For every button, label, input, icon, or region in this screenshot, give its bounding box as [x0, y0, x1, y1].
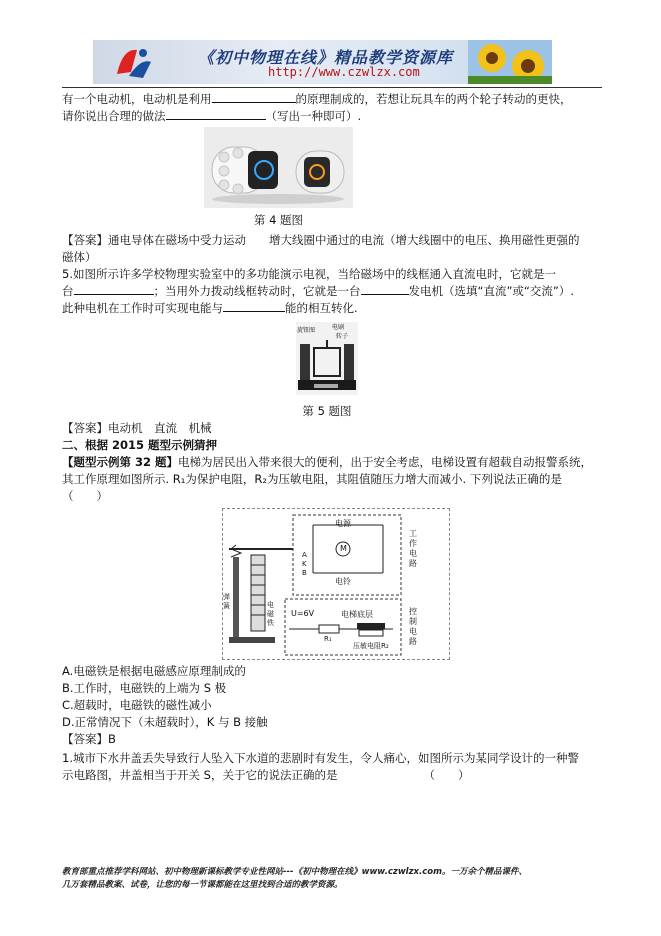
motor-demo-figure — [296, 322, 358, 395]
circuit-label-magnet: 电磁铁 — [267, 601, 274, 627]
circuit-label-r1: R₁ — [324, 635, 332, 643]
q5-answer: 【答案】电动机 直流 机械 — [62, 421, 212, 435]
q4-line-2: 请你说出合理的做法 （写出一种即可）. — [62, 109, 362, 123]
q1-line-2: 示电路图，井盖相当于开关 S，关于它的说法正确的是 （ ） — [62, 768, 470, 782]
circuit-label-work: 工作电路 — [409, 529, 417, 568]
q5-figure-caption: 第 5 题图 — [302, 404, 352, 418]
q5-line-1: 5.如图所示许多学校物理实验室中的多功能演示电视，当给磁场中的线框通入直流电时，它就是一 — [62, 267, 556, 281]
header-banner — [93, 40, 552, 84]
circuit-label-power: 电源 — [335, 519, 351, 528]
q5-blank-1[interactable] — [74, 283, 154, 295]
footer-line-2: 几万套精品教案、试卷，让您的每一节课都能在这里找到合适的教学资源。 — [62, 880, 343, 890]
circuit-label-bell: 电铃 — [335, 577, 351, 586]
q5-line-2: 台 ；当用外力拨动线框转动时，它就是一台 发电机（选填“直流”或“交流”）. — [62, 284, 574, 298]
q4-line-1: 有一个电动机，电动机是利用 的原理制成的，若想让玩具车的两个轮子转动的更快， — [62, 92, 572, 106]
q4-figure-caption: 第 4 题图 — [253, 213, 304, 227]
fig5-label-rotor: 转子 — [336, 333, 349, 340]
example-line-3: （ ） — [62, 489, 108, 503]
circuit-label-voltage: U=6V — [291, 609, 315, 618]
q5-blank-2[interactable] — [361, 283, 409, 295]
header-rule — [62, 87, 602, 88]
circuit-label-b: B — [302, 569, 307, 577]
option-c[interactable]: C.超载时，电磁铁的磁性减小 — [62, 698, 212, 712]
circuit-label-k: K — [302, 560, 307, 568]
q1-line-1: 1.城市下水井盖丢失导致行人坠入下水道的悲剧时有发生，令人痛心，如图所示为某同学设计的一种警 — [62, 751, 579, 765]
q4-answer-line-1: 【答案】通电导体在磁场中受力运动 增大线圈中通过的电流（增大线圈中的电压、换用磁性更强的 — [62, 233, 580, 247]
option-b[interactable]: B.工作时，电磁铁的上端为 S 极 — [62, 681, 227, 695]
q5-blank-3[interactable] — [223, 300, 285, 312]
q5-line-3: 此种电机在工作时可实现电能与 能的相互转化. — [62, 301, 358, 315]
fig5-label-knob: 旋钮图 — [297, 327, 316, 334]
elevator-alarm-circuit-figure — [222, 508, 450, 660]
option-a[interactable]: A.电磁铁是根据电磁感应原理制成的 — [62, 664, 246, 678]
circuit-label-control: 控制电路 — [409, 607, 417, 646]
option-d[interactable]: D.正常情况下（未超载时），K 与 B 接触 — [62, 715, 268, 729]
q4-blank-2[interactable] — [166, 108, 266, 120]
footer-line-1: 教育部重点推荐学科网站、初中物理新课标教学专业性网站---《初中物理在线》www.czwlzx.com。一万余个精品课件、 — [62, 867, 527, 877]
page-footer — [62, 866, 602, 892]
site-logo-icon — [113, 44, 153, 80]
example-line-1: 【题型示例第 32 题】电梯为居民出入带来很大的便利，出于安全考虑，电梯设置有超载自动报警系统， — [62, 455, 593, 469]
banner-url[interactable]: http://www.czwlzx.com — [268, 65, 420, 79]
section-heading: 二、根据 2015 题型示例猜押 — [62, 438, 218, 452]
circuit-label-a: A — [302, 551, 307, 559]
fig5-label-brush: 电刷 — [332, 324, 345, 331]
banner-title: 《初中物理在线》精品教学资源库 — [198, 48, 454, 67]
example-answer: 【答案】B — [62, 732, 116, 746]
toy-car-figure — [204, 127, 353, 208]
circuit-label-motor: M — [340, 544, 347, 553]
circuit-label-floor: 电梯底层 — [341, 610, 373, 619]
q4-answer-line-2: 磁体） — [62, 250, 97, 264]
example-line-2: 其工作原理如图所示. R₁为保护电阻，R₂为压敏电阻，其阻值随压力增大而减小. 下列说法正确的是 — [62, 472, 562, 486]
sunflower-icon — [468, 40, 552, 84]
circuit-label-pressure: 压敏电阻R₂ — [353, 642, 389, 650]
circuit-label-spring: 弹簧 — [223, 593, 230, 610]
q4-blank-1[interactable] — [212, 91, 296, 103]
